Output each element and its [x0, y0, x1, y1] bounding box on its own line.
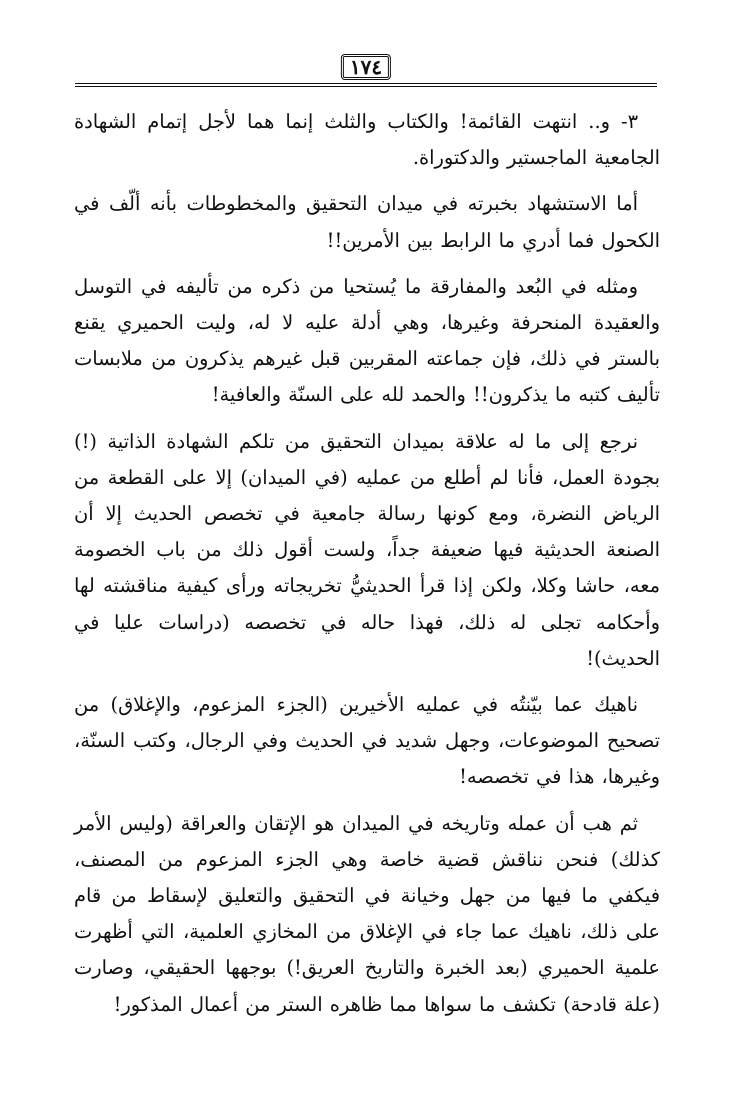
page-body [74, 104, 660, 1033]
paragraph-1: ٣- و.. انتهت القائمة! والكتاب والثلث إنما هما لأجل إتمام الشهادة الجامعية الماجستير والدكتوراة. [74, 110, 660, 170]
paragraph-5: ناهيك عما بيّنتُه في عمليه الأخيرين (الجزء المزعوم، والإغلاق) من تصحيح الموضوعات، وجهل شديد في الحديث وفي الرجال، وكتب السنّة، وغيرها، هذا في تخصصه! [74, 693, 660, 789]
paragraph-4: نرجع إلى ما له علاقة بميدان التحقيق من تلكم الشهادة الذاتية (!) بجودة العمل، فأنا لم أطلع من عمليه (في الميدان) إلا على القطعة من الرياض النضرة، ومع كونها رسالة جامعية في تخصص الحديث إلا أن الصنعة الحديثية فيها ضعيفة جداً، ولست أقول ذلك من باب الخصومة معه، حاشا وكلا، ولكن إذا قرأ الحديثيُّ تخريجاته ورأى كيفية مناقشته لها وأحكامه تجلى له ذلك، فهذا حاله في تخصصه (دراسات عليا في الحديث)! [74, 429, 660, 670]
paragraph-3: ومثله في البُعد والمفارقة ما يُستحيا من ذكره من تأليفه في التوسل والعقيدة المنحرفة وغيرها، وهي أدلة عليه لا له، وليت الحميري يقنع بالستر في ذلك، فإن جماعته المقربين قبل غيرهم يذكرون من ملابسات تأليف كتبه ما يذكرون!! والحمد لله على السنّة والعافية! [74, 274, 660, 407]
page-number: ١٧٤ [341, 54, 391, 80]
paragraph-6: ثم هب أن عمله وتاريخه في الميدان هو الإتقان والعراقة (وليس الأمر كذلك) فنحن نناقش قضية خاصة وهي الجزء المزعوم من المصنف، فيكفي ما فيها من جهل وخيانة في التحقيق والتعليق لإسقاط من قام على ذلك، ناهيك عما جاء في الإغلاق من المخازي العلمية، التي أظهرت علمية الحميري (بعد الخبرة والتاريخ العريق!) بوجهها الحقيقي، وصارت (علة قادحة) تكشف ما سواها مما ظاهره الستر من أعمال المذكور! [74, 811, 660, 1016]
paragraph-2: أما الاستشهاد بخبرته في ميدان التحقيق والمخطوطات بأنه ألّف في الكحول فما أدري ما الرابط بين الأمرين!! [74, 192, 660, 252]
page-header [75, 50, 657, 88]
header-rule [75, 83, 657, 87]
